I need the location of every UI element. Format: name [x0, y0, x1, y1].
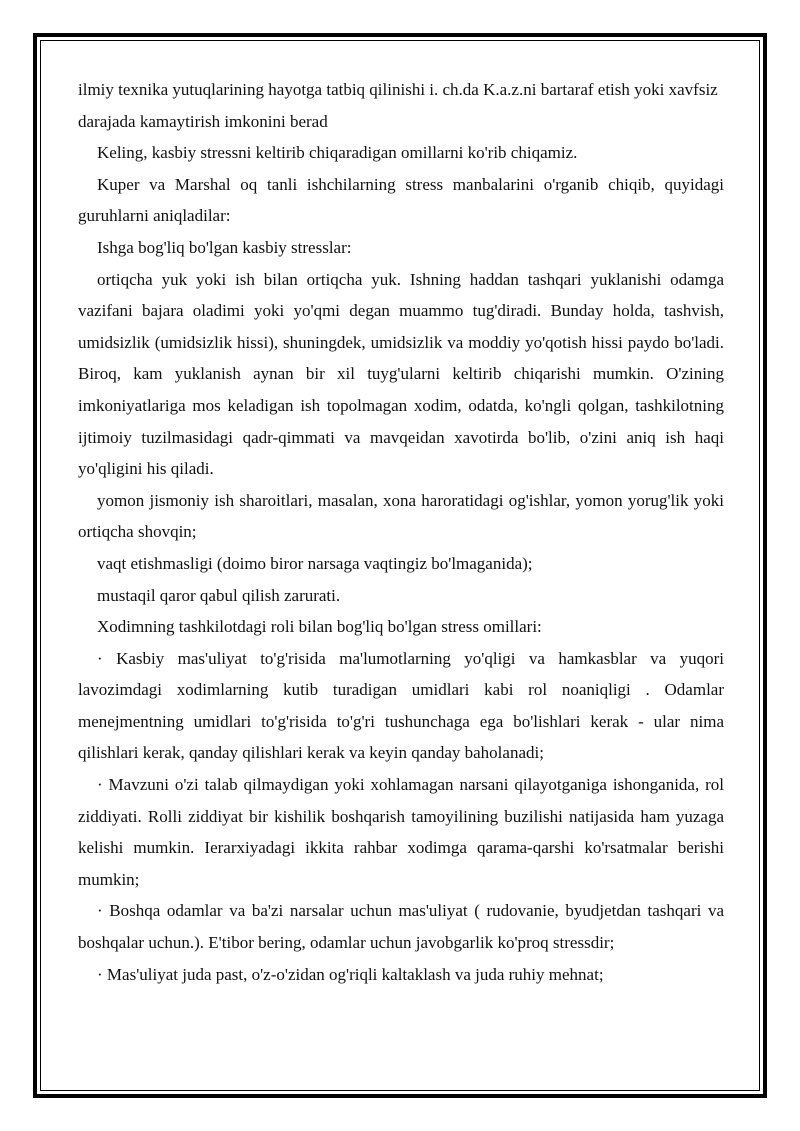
- paragraph-intro: Keling, kasbiy stressni keltirib chiqaradigan omillarni ko'rib chiqamiz.: [97, 143, 578, 163]
- list-item-responsibility: · Boshqa odamlar va ba'zi narsalar uchun mas'uliyat ( rudovanie, byudjetdan tashqari va boshqalar uchun.). E'tibor bering, odamlar uchun javobgarlik ko'proq stressdir;: [78, 901, 724, 953]
- paragraph-time-shortage: vaqt etishmasligi (doimo biror narsaga vaqtingiz bo'lmaganida);: [97, 553, 533, 573]
- list-item-role-conflict: · Mavzuni o'zi talab qilmaydigan yoki xohlamagan narsani qilayotganiga ishonganida, rol ziddiyati. Rolli ziddiyat bir kishilik boshqarish tamoyilining buzilishi natijasida ham yuzaga kelishi mumkin. Ierarxiyadagi ikkita rahbar xodimga qarama-qarshi ko'rsatmalar berishi mumkin;: [78, 775, 724, 889]
- paragraph-heading-role-stress: Xodimning tashkilotdagi roli bilan bog'liq bo'lgan stress omillari:: [97, 617, 542, 637]
- paragraph-cooper-marshall: Kuper va Marshal oq tanli ishchilarning stress manbalarini o'rganib chiqib, quyidagi guruhlarni aniqladilar:: [78, 174, 724, 226]
- paragraph-decision-making: mustaqil qaror qabul qilish zarurati.: [97, 585, 341, 605]
- paragraph-physical-conditions: yomon jismoniy ish sharoitlari, masalan, xona haroratidagi og'ishlar, yomon yorug'lik yoki ortiqcha shovqin;: [78, 490, 724, 542]
- paragraph-heading-work-stress: Ishga bog'liq bo'lgan kasbiy stresslar:: [97, 237, 352, 257]
- paragraph-continuation: ilmiy texnika yutuqlarining hayotga tatbiq qilinishi i. ch.da K.a.z.ni bartaraf etish yoki xavfsiz darajada kamaytirish imkonini berad: [78, 80, 718, 131]
- document-body: [78, 74, 724, 990]
- paragraph-overload: ortiqcha yuk yoki ish bilan ortiqcha yuk. Ishning haddan tashqari yuklanishi odamga vazifani bajara oladimi yoki yo'qmi degan muammo tug'diradi. Bunday holda, tashvish, umidsizlik (umidsizlik hissi), shuningdek, umidsizlik va moddiy yo'qotish hissi paydo bo'ladi. Biroq, kam yuklanish aynan bir xil tuyg'ularni keltirib chiqarishi mumkin. O'zining imkoniyatlariga mos keladigan ish topolmagan xodim, odatda, ko'ngli qolgan, tashkilotning ijtimoiy tuzilmasidagi qadr-qimmati va mavqeidan xavotirda bo'lib, o'zini aniq ish haqi yo'qligini his qiladi.: [78, 269, 724, 479]
- list-item-low-responsibility: · Mas'uliyat juda past, o'z-o'zidan og'riqli kaltaklash va juda ruhiy mehnat;: [97, 964, 604, 984]
- list-item-role-ambiguity: · Kasbiy mas'uliyat to'g'risida ma'lumotlarning yo'qligi va hamkasblar va yuqori lavozimdagi xodimlarning kutib turadigan umidlari kabi rol noaniqligi . Odamlar menejmentning umidlari to'g'risida to'g'ri tushunchaga ega bo'lishlari kerak - ular nima qilishlari kerak, qanday qilishlari kerak va keyin qanday baholanadi;: [78, 648, 724, 763]
